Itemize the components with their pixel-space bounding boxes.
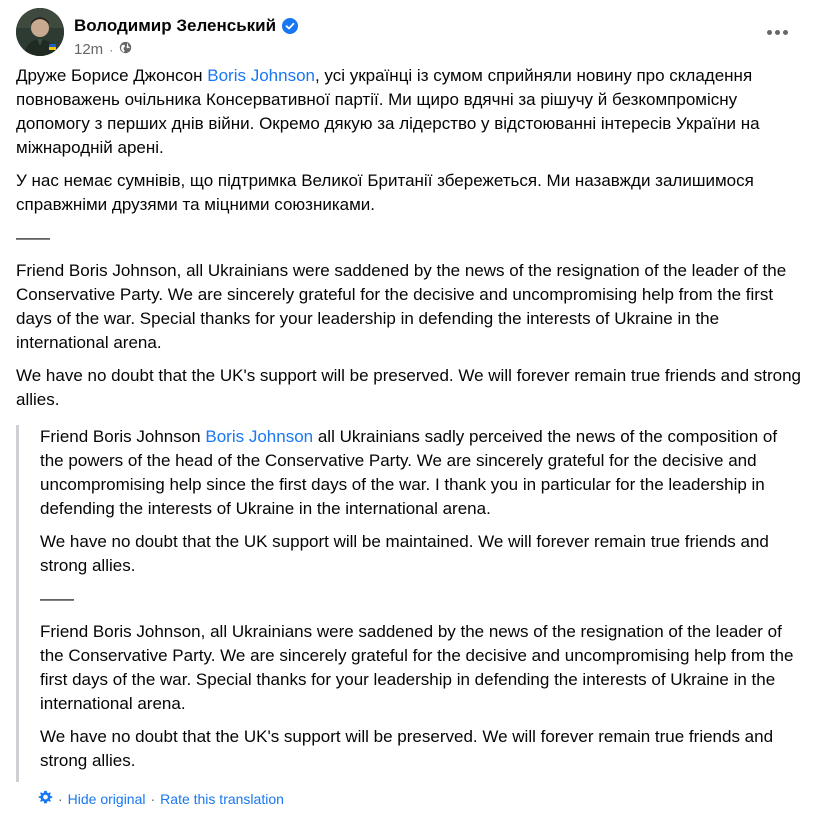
gear-icon[interactable]	[38, 790, 53, 808]
avatar[interactable]	[16, 8, 64, 56]
mention-link[interactable]: Boris Johnson	[207, 66, 315, 85]
tr-p1-text-start: Friend Boris Johnson	[40, 427, 206, 446]
verified-badge-icon	[282, 18, 298, 34]
footer-separator-2: ·	[150, 791, 156, 807]
translation-footer	[38, 790, 284, 808]
uk-paragraph-2: У нас немає сумнівів, що підтримка Великої Британії збережеться. Ми назавжди залишимося справжніми друзями та міцними союзниками.	[16, 171, 754, 214]
en-paragraph-1: Friend Boris Johnson, all Ukrainians were saddened by the news of the resignation of the leader of the Conservative Party. We are sincerely grateful for the decisive and uncompromising help from the first days of the war. Special thanks for your leadership in defending the interests of Ukraine in the international arena.	[16, 261, 787, 352]
translation-divider: ——	[40, 589, 74, 608]
uk-p1-text-start: Друже Борисе Джонсон	[16, 66, 208, 85]
post-timestamp[interactable]: 12m	[74, 41, 104, 58]
more-options-icon[interactable]	[759, 18, 795, 46]
divider-line: ——	[16, 228, 50, 247]
translation-block	[16, 425, 805, 782]
hide-original-link[interactable]: Hide original	[67, 791, 146, 807]
author-name[interactable]: Володимир Зеленський	[74, 16, 277, 35]
translation-paragraph-3: Friend Boris Johnson, all Ukrainians were saddened by the news of the resignation of the leader of the Conservative Party. We are sincerely grateful for the decisive and uncompromising help from the first days of the war. Special thanks for your leadership in defending the interests of Ukraine in the international arena.	[40, 622, 794, 713]
uk-paragraph-1	[16, 64, 802, 160]
avatar-image	[16, 8, 64, 56]
globe-icon[interactable]	[119, 41, 132, 58]
footer-separator-1: ·	[58, 791, 63, 807]
translation-mention-link[interactable]: Boris Johnson	[205, 427, 314, 446]
tr-p1-text-end: all Ukrainians sadly perceived the news of the composition of the powers of the head of the Conservative Party. We are sincerely grateful for the decisive and uncompromising help since the first days of the war. I thank you in particular for the leadership in defending the interests of Ukraine in the international arena.	[40, 427, 778, 518]
post-body	[16, 64, 802, 421]
translation-paragraph-1	[40, 425, 805, 521]
post-header	[16, 8, 797, 60]
en-paragraph-2: We have no doubt that the UK's support will be preserved. We will forever remain true friends and strong allies.	[16, 366, 802, 409]
rate-translation-link[interactable]: Rate this translation	[160, 791, 284, 807]
post-meta	[74, 41, 132, 58]
author-row	[74, 16, 298, 36]
uk-p1-text-end: , усі українці із сумом сприйняли новину про складення повноважень очільника Консервативної партії. Ми щиро вдячні за рішучу й безкомпромісну допомогу з перших днів війни. Окремо дякую за лідерство у відстоюванні інтересів України на міжнародній арені.	[16, 66, 760, 157]
translation-paragraph-4: We have no doubt that the UK's support will be preserved. We will forever remain true friends and strong allies.	[40, 727, 774, 770]
meta-separator: ·	[109, 42, 114, 57]
translation-paragraph-2: We have no doubt that the UK support will be maintained. We will forever remain true friends and strong allies.	[40, 532, 769, 575]
